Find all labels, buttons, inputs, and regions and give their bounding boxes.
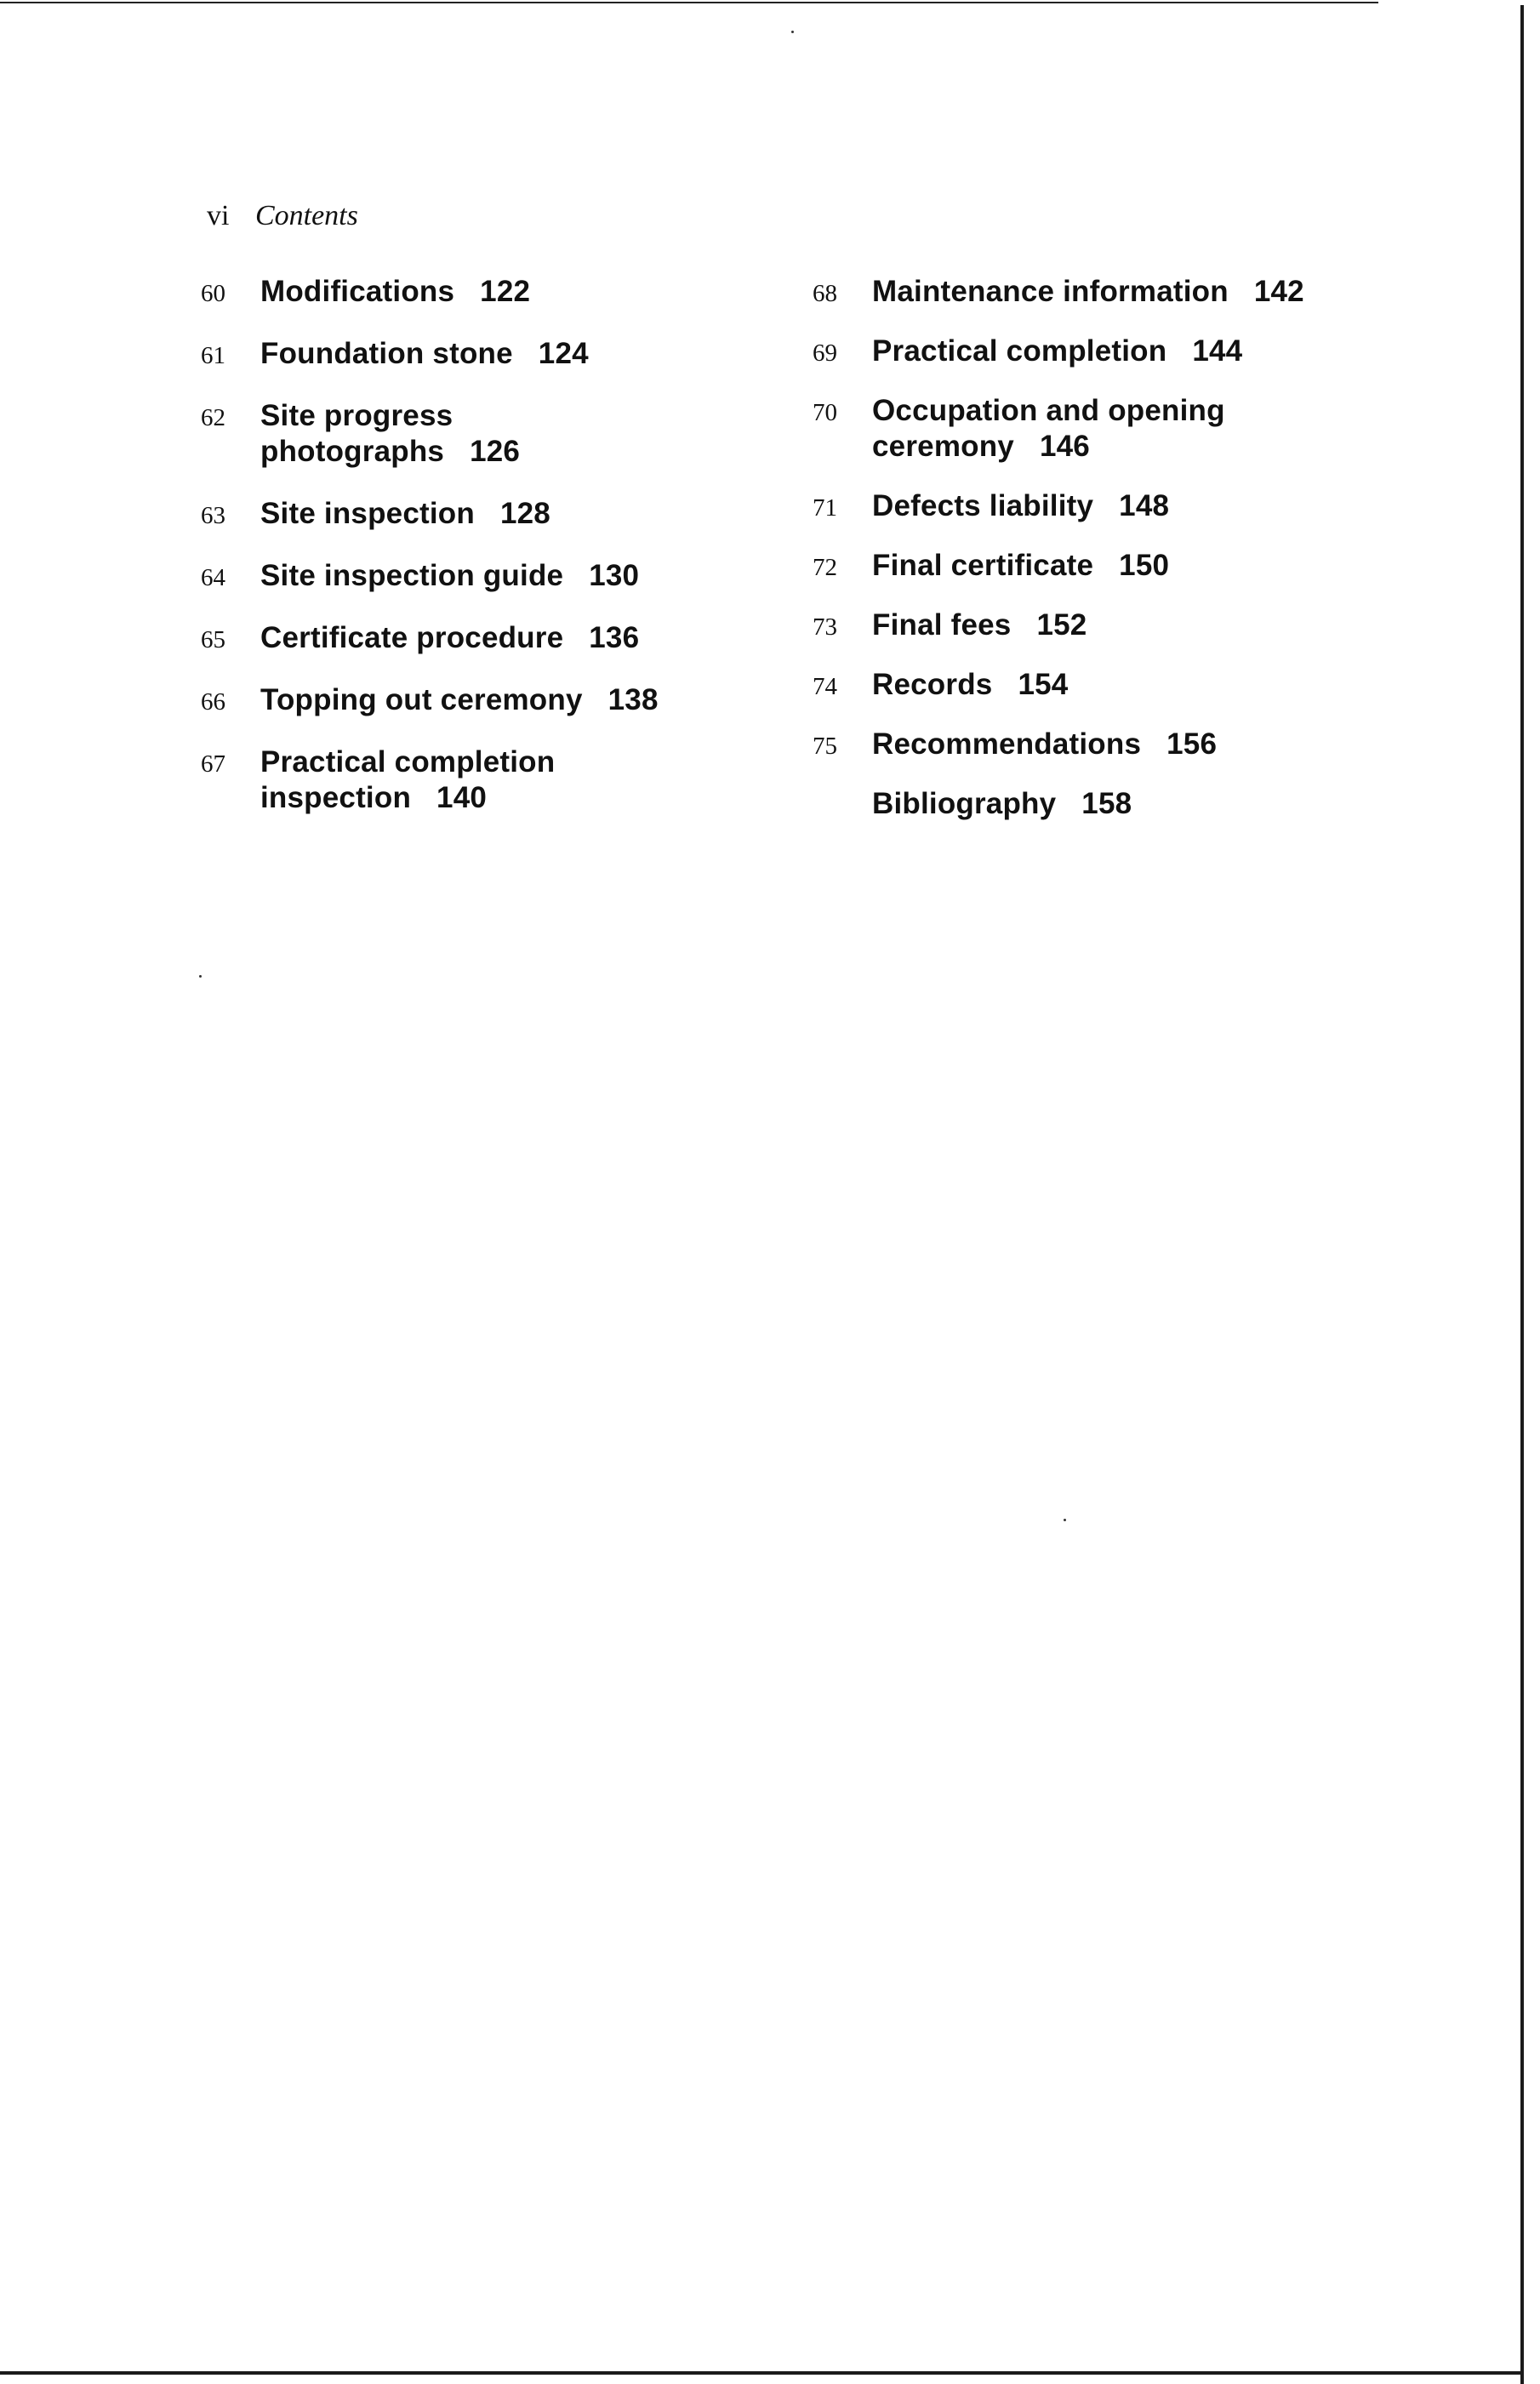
toc-entry-page: 124 — [538, 337, 589, 370]
toc-entry-page: 144 — [1192, 334, 1243, 368]
toc-entry-title — [260, 398, 711, 470]
toc-entry-title-line: Bibliography — [872, 787, 1057, 820]
toc-column-right — [813, 274, 1374, 846]
toc-entry-title — [872, 786, 1374, 822]
toc-entry-number: 66 — [201, 688, 225, 716]
toc-entry-page: 142 — [1253, 275, 1304, 308]
toc-entry[interactable] — [201, 744, 711, 816]
scan-speck — [1064, 1519, 1066, 1521]
scan-speck — [791, 31, 794, 33]
toc-entry-title — [872, 607, 1374, 643]
running-head — [207, 199, 358, 233]
toc-entry-title — [872, 334, 1374, 369]
toc-entry-title — [872, 727, 1374, 762]
toc-entry-title — [260, 558, 711, 594]
toc-entry-title — [260, 274, 711, 310]
toc-entry[interactable] — [201, 496, 711, 532]
page-folio: vi — [207, 200, 230, 231]
toc-entry-number: 67 — [201, 750, 225, 778]
toc-entry-title-line: Defects liability — [872, 489, 1094, 522]
toc-entry[interactable] — [201, 620, 711, 656]
toc-entry-title-line: photographs — [260, 435, 445, 468]
toc-entry-title — [872, 488, 1374, 524]
toc-entry-title-line: Foundation stone — [260, 337, 513, 370]
toc-entry-page: 138 — [607, 683, 659, 716]
toc-entry-title-line: Maintenance information — [872, 275, 1229, 308]
toc-entry-number: 69 — [813, 339, 837, 367]
toc-entry-title-line: Site progress — [260, 399, 453, 432]
toc-entry-title-line: ceremony — [872, 430, 1014, 463]
scan-edge-bottom — [0, 2371, 1523, 2375]
toc-column-left — [201, 274, 711, 842]
toc-entry-title-line: Site inspection guide — [260, 559, 564, 592]
toc-entry-number: 60 — [201, 280, 225, 307]
toc-entry-title-line: Final certificate — [872, 549, 1094, 582]
toc-entry-title-line: inspection — [260, 781, 412, 814]
toc-entry[interactable] — [201, 398, 711, 470]
toc-entry-number: 72 — [813, 554, 837, 581]
toc-entry-page: 146 — [1039, 430, 1090, 463]
toc-entry-page: 130 — [589, 559, 640, 592]
running-title: Contents — [254, 200, 358, 231]
toc-entry-number: 73 — [813, 613, 837, 641]
toc-entry-number: 68 — [813, 280, 837, 307]
toc-entry[interactable] — [813, 667, 1374, 703]
toc-entry-number: 71 — [813, 494, 837, 522]
toc-entry[interactable] — [201, 274, 711, 310]
toc-entry-title-line: Practical completion — [260, 745, 556, 779]
toc-entry-page: 128 — [499, 497, 550, 530]
toc-entry[interactable] — [813, 607, 1374, 643]
toc-entry[interactable] — [201, 682, 711, 718]
toc-entry-number: 65 — [201, 626, 225, 653]
toc-entry-page: 150 — [1119, 549, 1170, 582]
toc-entry-title-line: Final fees — [872, 608, 1012, 642]
toc-entry-page: 158 — [1081, 787, 1132, 820]
toc-entry-title-line: Modifications — [260, 275, 455, 308]
toc-entry-number: 74 — [813, 673, 837, 700]
toc-entry-title — [872, 393, 1374, 465]
toc-entry-title-line: Records — [872, 668, 993, 701]
toc-entry[interactable] — [813, 548, 1374, 584]
toc-entry[interactable] — [813, 727, 1374, 762]
toc-entry-number: 61 — [201, 342, 225, 369]
toc-entry-page: 148 — [1119, 489, 1170, 522]
toc-entry-page: 154 — [1018, 668, 1069, 701]
toc-entry[interactable] — [201, 558, 711, 594]
toc-entry-title — [872, 548, 1374, 584]
scan-speck — [199, 975, 202, 978]
toc-entry-title-line: Site inspection — [260, 497, 475, 530]
scan-edge-top — [0, 2, 1378, 3]
toc-entry[interactable] — [813, 274, 1374, 310]
toc-entry-number: 63 — [201, 502, 225, 529]
toc-entry-title-line: Certificate procedure — [260, 621, 564, 654]
toc-entry-title — [260, 744, 711, 816]
toc-entry-title — [260, 336, 711, 372]
scan-edge-right — [1520, 5, 1524, 2384]
toc-entry-title — [260, 682, 711, 718]
toc-entry-title — [872, 274, 1374, 310]
toc-entry-page: 156 — [1166, 727, 1218, 761]
toc-entry[interactable] — [813, 334, 1374, 369]
toc-entry-number: 64 — [201, 564, 225, 591]
toc-entry-page: 122 — [480, 275, 531, 308]
toc-entry-page: 152 — [1036, 608, 1087, 642]
toc-entry-title-line: Occupation and opening — [872, 394, 1225, 427]
toc-entry[interactable] — [201, 336, 711, 372]
toc-entry-number: 62 — [201, 404, 225, 431]
toc-entry-page: 126 — [470, 435, 521, 468]
toc-entry-title-line: Recommendations — [872, 727, 1142, 761]
toc-entry-title-line: Practical completion — [872, 334, 1167, 368]
toc-entry[interactable] — [813, 393, 1374, 465]
toc-entry-title — [872, 667, 1374, 703]
toc-entry-page: 136 — [589, 621, 640, 654]
toc-entry-number: 70 — [813, 399, 837, 426]
toc-entry-page: 140 — [436, 781, 488, 814]
toc-entry-number: 75 — [813, 733, 837, 760]
toc-entry-title-line: Topping out ceremony — [260, 683, 583, 716]
toc-entry[interactable] — [813, 488, 1374, 524]
toc-entry[interactable] — [813, 786, 1374, 822]
toc-entry-title — [260, 620, 711, 656]
toc-entry-title — [260, 496, 711, 532]
